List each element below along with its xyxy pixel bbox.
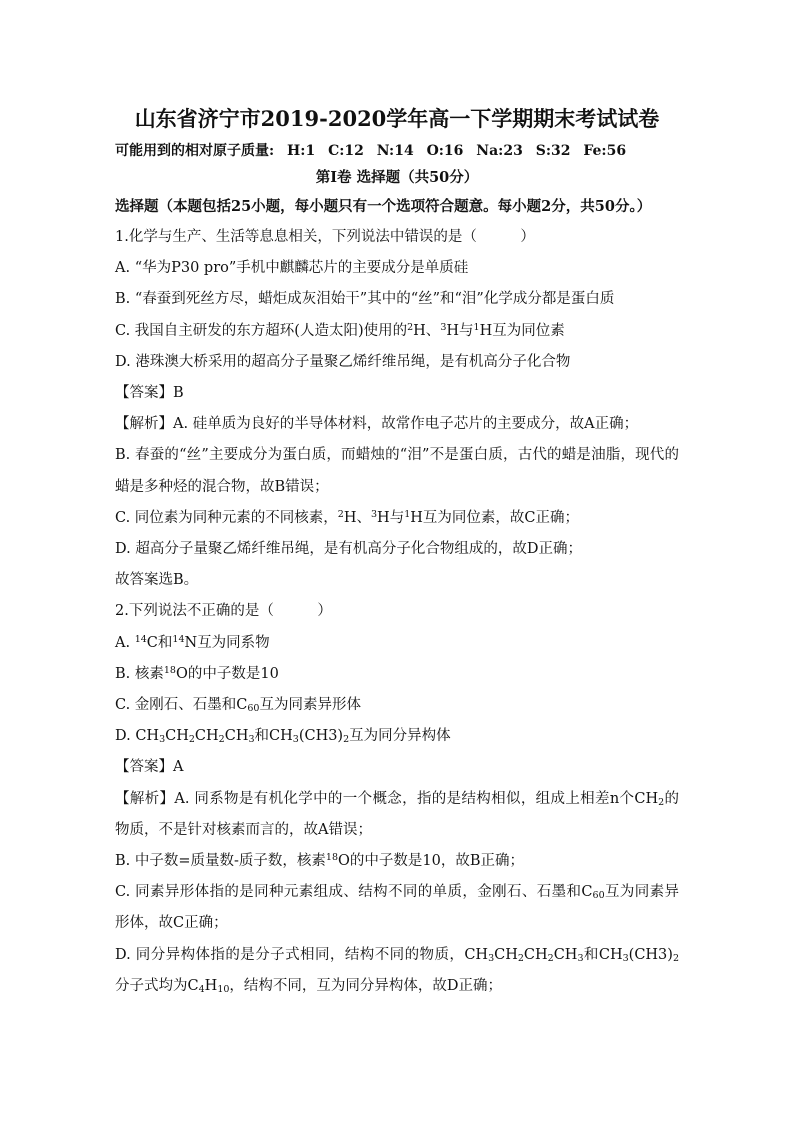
q2-analysis-b xyxy=(115,846,679,877)
sub: 2 xyxy=(188,734,195,746)
mass-n: N:14 xyxy=(376,143,414,159)
sup: 14 xyxy=(172,633,185,645)
sub: 2 xyxy=(547,952,554,964)
q2-ana-d-text: 分子式均为C xyxy=(115,977,199,994)
q2-d-text: 互为同分异构体 xyxy=(349,728,451,745)
q1-analysis-c xyxy=(115,503,679,534)
q1-ana-c-text: H与 xyxy=(377,509,405,526)
q2-analysis-a xyxy=(115,784,679,846)
atomic-masses xyxy=(115,138,679,164)
q1-option-d: D. 港珠澳大桥采用的超高分子量聚乙烯纤维吊绳，是有机高分子化合物 xyxy=(115,353,571,370)
q2-ana-c-text: 互为同素异形体，故C正确； xyxy=(115,884,680,932)
sup: 1 xyxy=(473,321,480,333)
q1-c-text: C. 我国自主研发的东方超环(人造太阳)使用的 xyxy=(115,322,408,339)
q1-analysis-d: D. 超高分子量聚乙烯纤维吊绳，是有机高分子化合物组成的，故D正确； xyxy=(115,541,582,558)
formula: CH xyxy=(224,728,249,745)
q1-option-c xyxy=(115,316,679,347)
q2-stem: 2.下列说法不正确的是（ ） xyxy=(115,603,332,620)
q1-stem: 1.化学与生产、生活等息息相关，下列说法中错误的是（ ） xyxy=(115,229,535,245)
sub: 3 xyxy=(622,952,629,964)
mass-fe: Fe:56 xyxy=(583,143,627,159)
q2-ana-d-text: ，结构不同，互为同分异构体，故D正确； xyxy=(229,977,503,994)
sub: 2 xyxy=(672,952,679,964)
formula: CH xyxy=(194,728,219,745)
q2-d-text: D. CH xyxy=(115,728,160,745)
q1-option-b: B. “春蚕到死丝方尽，蜡炬成灰泪始干”其中的“丝”和“泪”化学成分都是蛋白质 xyxy=(115,291,615,308)
sub: 2 xyxy=(658,796,665,808)
instructions: 选择题（本题包括25小题，每小题只有一个选项符合题意。每小题2分，共50分。） xyxy=(115,198,652,215)
mass-h: H:1 xyxy=(287,143,316,159)
sub: 4 xyxy=(198,983,205,995)
q1-c-text: H与 xyxy=(446,322,474,339)
q2-option-a xyxy=(115,628,679,659)
sup: 2 xyxy=(407,321,414,333)
q2-option-b xyxy=(115,659,679,690)
q2-option-d xyxy=(115,721,679,752)
formula: CH xyxy=(494,946,518,963)
q2-a-text: C和 xyxy=(146,634,173,651)
q1-option-a: A. “华为P30 pro”手机中麒麟芯片的主要成分是单质硅 xyxy=(115,260,469,277)
atomic-masses-label: 可能用到的相对原子质量: xyxy=(115,143,275,159)
sub: 60 xyxy=(592,890,605,902)
sub: 10 xyxy=(217,983,230,995)
q2-ana-a-text: 【解析】A. 同系物是有机化学中的一个概念，指的是结构相似，组成上相差n个CH xyxy=(115,790,659,807)
sub: 60 xyxy=(247,703,260,715)
q2-ana-c-text: C. 同素异形体指的是同种元素组成、结构不同的单质，金刚石、石墨和C xyxy=(115,884,593,901)
q1-analysis-b: B. 春蚕的“丝”主要成分为蛋白质，而蜡烛的“泪”不是蛋白质，古代的蜡是油脂，现代的蜡是多种烃的混合物，故B错误； xyxy=(115,447,679,495)
q1-conclusion: 故答案选B。 xyxy=(115,572,199,589)
q1-c-text: H互为同位素 xyxy=(479,322,565,339)
sub: 2 xyxy=(343,734,350,746)
q2-b-text: O的中子数是10 xyxy=(175,665,279,682)
exam-title: 山东省济宁市2019-2020学年高一下学期期末考试试卷 xyxy=(134,106,660,131)
mass-c: C:12 xyxy=(328,143,364,159)
mass-o: O:16 xyxy=(426,143,464,159)
sup: 3 xyxy=(371,508,378,520)
q1-analysis-a: 【解析】A. 硅单质为良好的半导体材料，故常作电子芯片的主要成分，故A正确； xyxy=(115,416,639,433)
sup: 2 xyxy=(337,508,344,520)
q2-b-text: B. 核素 xyxy=(115,665,164,682)
sup: 18 xyxy=(163,664,176,676)
q2-analysis-c xyxy=(115,877,679,939)
q2-a-text: A. xyxy=(115,634,135,651)
q1-ana-c-text: H、 xyxy=(343,509,371,526)
q2-a-text: N互为同系物 xyxy=(184,634,270,651)
q2-ana-b-text: B. 中子数=质量数-质子数，核素 xyxy=(115,853,326,870)
q1-ana-c-text: H互为同位素，故C正确； xyxy=(410,509,579,526)
q1-ana-c-text: C. 同位素为同种元素的不同核素， xyxy=(115,509,338,526)
sub: 2 xyxy=(218,734,225,746)
q2-option-c xyxy=(115,690,679,721)
q2-d-text: 和CH xyxy=(254,728,293,745)
formula: (CH3) xyxy=(298,728,344,745)
formula: H xyxy=(204,977,218,994)
sup: 3 xyxy=(440,321,447,333)
formula: CH xyxy=(165,728,189,745)
q1-c-text: H、 xyxy=(413,322,441,339)
section-title: 第Ⅰ卷 选择题（共50分） xyxy=(315,169,479,186)
q2-c-text: 互为同素异形体 xyxy=(259,697,361,714)
formula: CH xyxy=(523,946,548,963)
formula: (CH3) xyxy=(628,946,673,963)
sub: 3 xyxy=(159,734,166,746)
q2-ana-d-text: 和CH xyxy=(583,946,623,963)
sup: 14 xyxy=(134,633,147,645)
mass-s: S:32 xyxy=(535,143,571,159)
sub: 2 xyxy=(517,952,524,964)
q2-ana-b-text: O的中子数是10，故B正确； xyxy=(338,853,525,870)
q2-c-text: C. 金刚石、石墨和C xyxy=(115,697,248,714)
q2-analysis-d xyxy=(115,940,679,1002)
sub: 3 xyxy=(577,952,584,964)
sub: 3 xyxy=(292,734,299,746)
sub: 3 xyxy=(488,952,495,964)
sub: 3 xyxy=(248,734,255,746)
q2-ana-d-text: D. 同分异构体指的是分子式相同，结构不同的物质，CH xyxy=(115,946,489,963)
formula: CH xyxy=(553,946,578,963)
sup: 18 xyxy=(325,852,339,864)
sup: 1 xyxy=(404,508,411,520)
mass-na: Na:23 xyxy=(476,143,523,159)
q1-answer: 【答案】B xyxy=(115,385,184,402)
q2-ana-a-text: 的物质，不是针对核素而言的，故A错误； xyxy=(115,790,680,838)
q2-answer: 【答案】A xyxy=(115,759,184,776)
